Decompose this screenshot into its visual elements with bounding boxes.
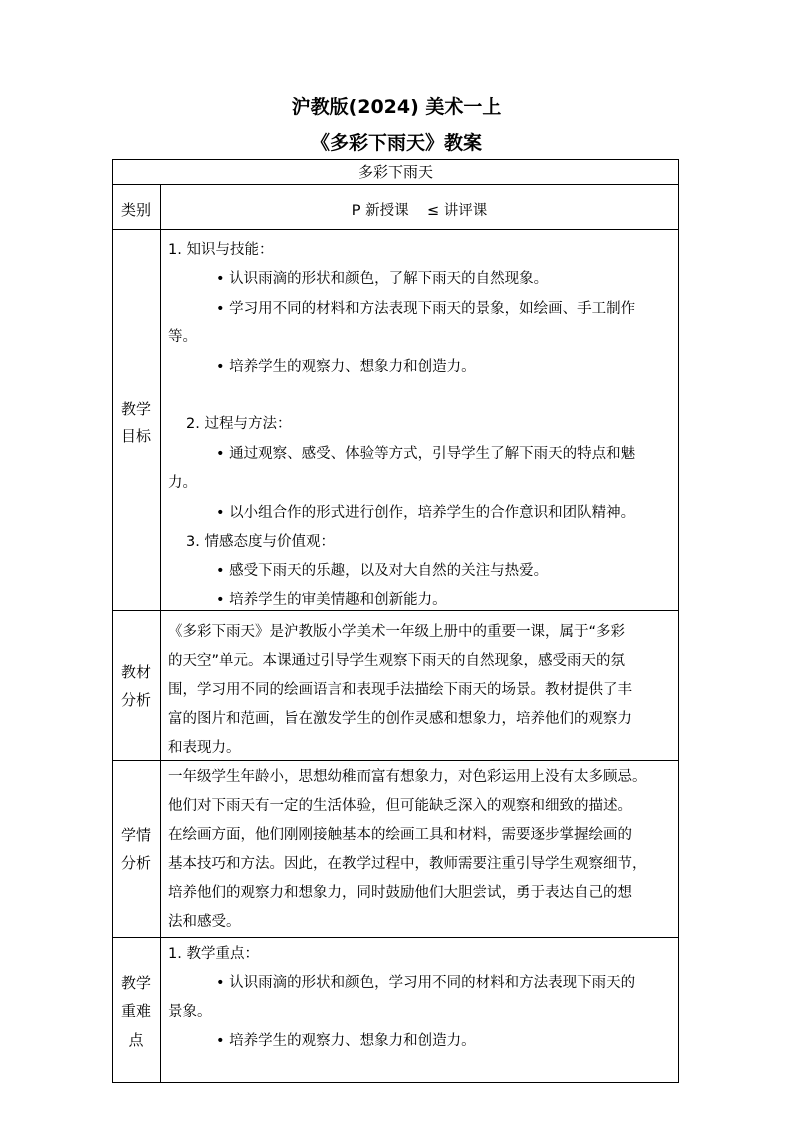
objectives-item: • 感受下雨天的乐趣，以及对大自然的关注与热爱。 — [216, 563, 549, 579]
objectives-item-continued: 力。 — [168, 475, 197, 491]
table-rule — [112, 184, 679, 185]
students-text-line: 他们对下雨天有一定的生活体验，但可能缺乏深入的观察和细致的描述。 — [168, 798, 632, 814]
objectives-item: • 培养学生的审美情趣和创新能力。 — [216, 592, 447, 608]
objectives-heading: 3. 情感态度与价值观： — [186, 534, 335, 550]
material-label: 分析 — [120, 691, 151, 709]
material-text-line: 围，学习用不同的绘画语言和表现手法描绘下雨天的场景。教材提供了丰 — [168, 682, 632, 698]
objectives-item: • 认识雨滴的形状和颜色，了解下雨天的自然现象。 — [216, 271, 549, 287]
objectives-label: 教学 — [120, 400, 151, 418]
material-text-line: 和表现力。 — [168, 740, 241, 756]
objectives-heading: 2. 过程与方法： — [186, 416, 292, 432]
students-text-line: 基本技巧和方法。因此，在教学过程中，教师需要注重引导学生观察细节， — [168, 856, 647, 872]
students-text-line: 法和感受。 — [168, 914, 241, 930]
category-label: 类别 — [120, 201, 151, 219]
key-points-item: • 培养学生的观察力、想象力和创造力。 — [216, 1033, 476, 1049]
objectives-item: • 培养学生的观察力、想象力和创造力。 — [216, 359, 476, 375]
table-rule — [112, 760, 679, 761]
table-header-lesson-title: 多彩下雨天 — [357, 163, 433, 181]
key-points-label: 重难 — [120, 1002, 151, 1020]
students-label: 学情 — [120, 826, 151, 844]
material-text-line: 富的图片和范画，旨在激发学生的创作灵感和想象力，培养他们的观察力 — [168, 711, 632, 727]
table-column-divider — [160, 184, 161, 1083]
students-text-line: 培养他们的观察力和想象力，同时鼓励他们大胆尝试，勇于表达自己的想 — [168, 885, 632, 901]
key-points-item-continued: 景象。 — [168, 1004, 212, 1020]
key-points-label: 点 — [128, 1031, 144, 1049]
lesson-plan-title: 《多彩下雨天》教案 — [310, 132, 482, 154]
key-points-item: • 认识雨滴的形状和颜色，学习用不同的材料和方法表现下雨天的 — [216, 975, 636, 991]
objectives-item: • 以小组合作的形式进行创作，培养学生的合作意识和团队精神。 — [216, 505, 636, 521]
material-text-line: 的天空”单元。本课通过引导学生观察下雨天的自然现象，感受雨天的氛 — [168, 653, 626, 669]
students-text-line: 在绘画方面，他们刚刚接触基本的绘画工具和材料，需要逐步掌握绘画的 — [168, 827, 632, 843]
objectives-item-continued: 等。 — [168, 329, 197, 345]
students-label: 分析 — [120, 854, 151, 872]
material-text-line: 《多彩下雨天》是沪教版小学美术一年级上册中的重要一课，属于“多彩 — [168, 624, 626, 640]
table-rule — [112, 937, 679, 938]
material-label: 教材 — [120, 663, 151, 681]
table-rule — [112, 229, 679, 230]
category-value: P 新授课 ≤ 讲评课 — [351, 203, 488, 219]
students-text-line: 一年级学生年龄小，思想幼稚而富有想象力，对色彩运用上没有太多顾忌。 — [168, 769, 647, 785]
document-title: 沪教版(2024) 美术一上 — [291, 96, 502, 118]
table-rule — [112, 610, 679, 611]
objectives-item: • 通过观察、感受、体验等方式，引导学生了解下雨天的特点和魅 — [216, 446, 636, 462]
objectives-heading: 1. 知识与技能： — [168, 242, 274, 258]
key-points-label: 教学 — [120, 974, 151, 992]
objectives-label: 目标 — [120, 427, 151, 445]
objectives-item: • 学习用不同的材料和方法表现下雨天的景象，如绘画、手工制作 — [216, 301, 636, 317]
key-points-heading: 1. 教学重点： — [168, 946, 259, 962]
